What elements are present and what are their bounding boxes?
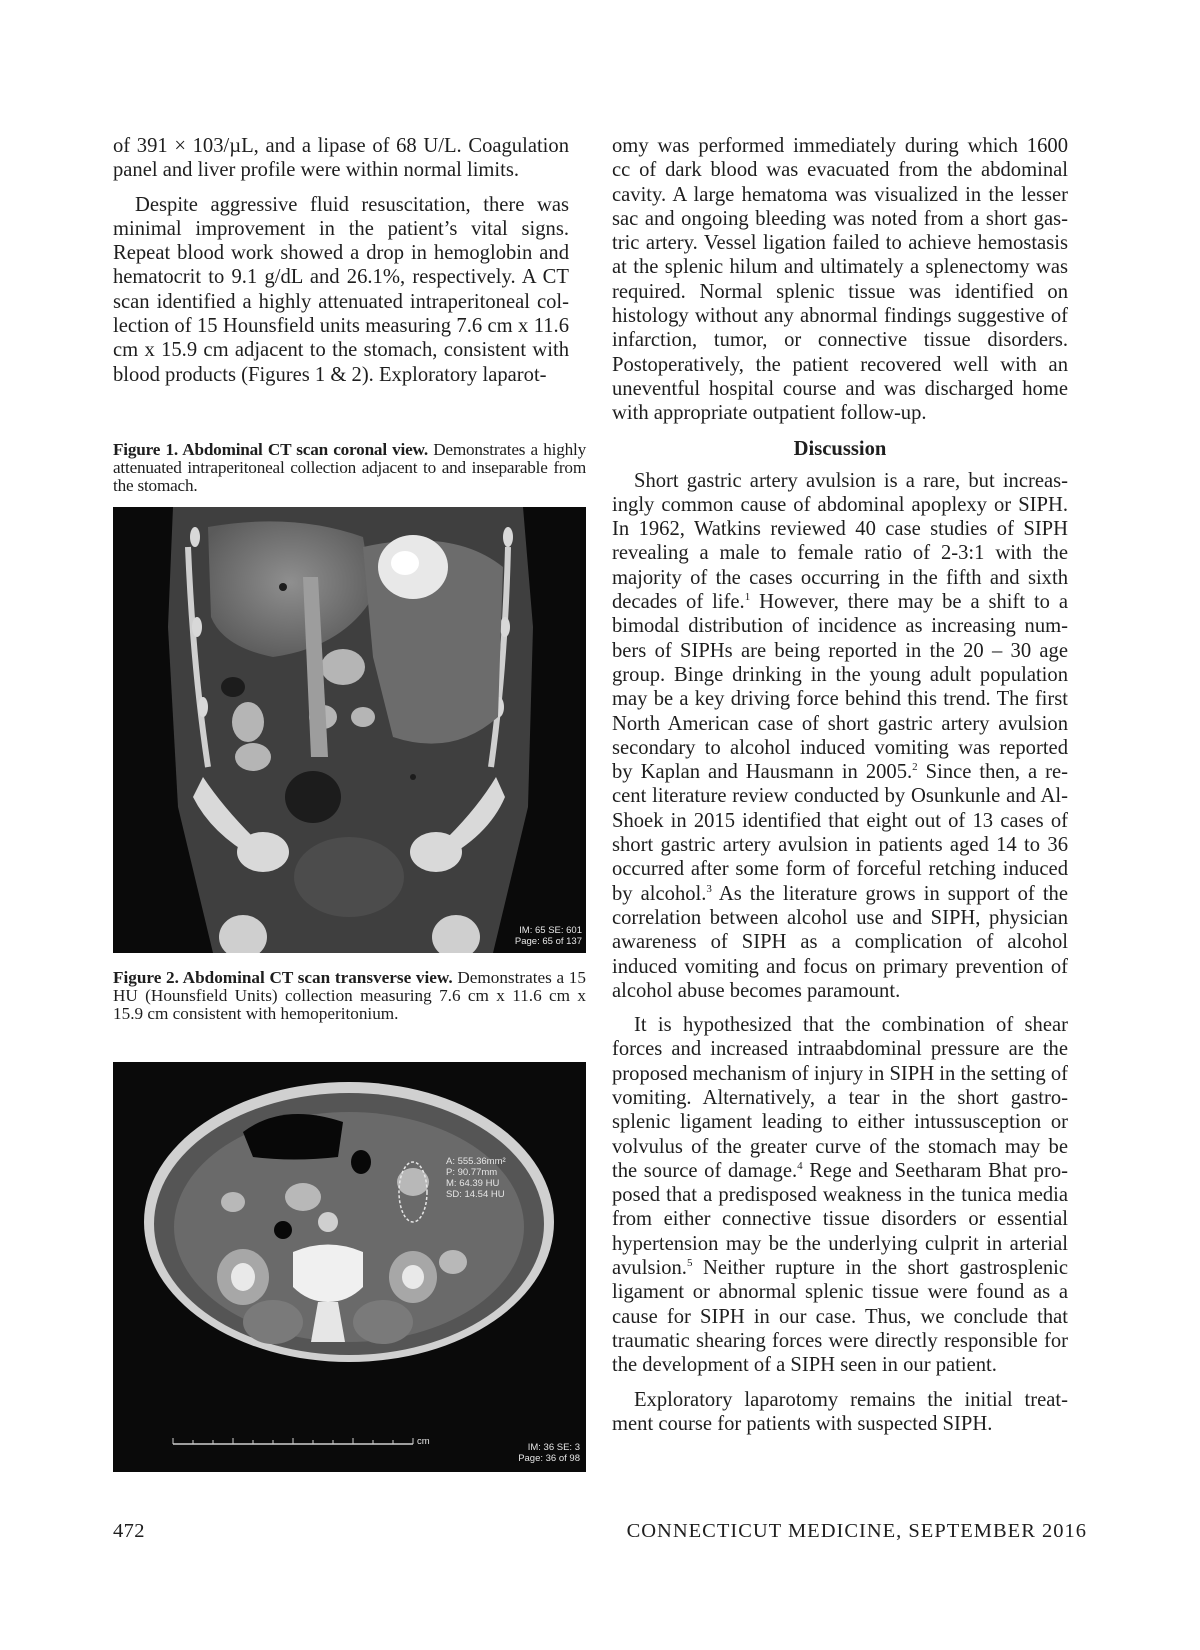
discussion-paragraph-3: Exploratory laparotomy remains the initial treatment course for patients with suspected SIPH. xyxy=(612,1388,1068,1435)
figure-1-caption-title: Figure 1. Abdominal CT scan coronal view. xyxy=(113,440,428,459)
reference-4: 4 xyxy=(797,1160,803,1173)
discussion-paragraph-1 xyxy=(612,469,1068,1004)
roi-perimeter: P: 90.77mm xyxy=(446,1167,498,1178)
reference-3: 3 xyxy=(706,882,712,895)
reference-1: 1 xyxy=(744,591,751,604)
page-number: 472 xyxy=(113,1520,145,1542)
figure-2-scale-unit: cm xyxy=(417,1436,430,1447)
ct-transverse-drawing xyxy=(113,1062,586,1472)
figure-2-overlay-line-1: IM: 36 SE: 3 xyxy=(527,1442,580,1453)
discussion-p1-part-d: As the literature grows in support of the correlation between alcohol use and SIPH, physician awareness of SIPH as a complication of alcohol induced vomiting and focus on primary prevention of alcohol abuse becomes paramount. xyxy=(612,882,1068,1002)
discussion-p1-part-c: Since then, a recent literature review conducted by Osunkunle and Al-Shoek in 2015 identified that eight out of 13 cases of short gastric artery avulsion in patients aged 14 to 36 occurred after some form of forceful retching induced by alcohol. xyxy=(612,761,1068,905)
figure-2-roi-measurements xyxy=(446,1156,506,1200)
roi-area: A: 555.36mm² xyxy=(446,1156,506,1167)
reference-5: 5 xyxy=(686,1257,693,1270)
figure-1-overlay xyxy=(515,925,582,947)
figure-1-caption xyxy=(113,441,586,495)
reference-2: 2 xyxy=(912,761,918,774)
figure-2-caption-title: Figure 2. Abdominal CT scan transverse view. xyxy=(113,968,453,987)
left-paragraph-1: of 391 × 103/µL, and a lipase of 68 U/L. Coagulation panel and liver profile were within normal limits. xyxy=(113,135,569,182)
right-column xyxy=(612,134,1068,1436)
roi-sd: SD: 14.54 HU xyxy=(446,1189,505,1200)
discussion-p2-part-c: Neither rupture in the short gastrosplenic ligament or abnormal splenic tissue were found as a cause for SIPH in our case. Thus, we conclude that traumatic shearing forces were directly responsible for the development of a SIPH seen in our patient. xyxy=(612,1257,1068,1377)
journal-footer: CONNECTICUT MEDICINE, SEPTEMBER 2016 xyxy=(626,1520,1087,1542)
left-paragraph-2: Despite aggressive fluid resuscitation, there was minimal improvement in the patient’s vital signs. Repeat blood work showed a drop in hemoglobin and hematocrit to 9.1 g/dL and 26.1%, respectively. A CT scan identified a highly attenuated intraperitoneal collection of 15 Hounsfield units measuring 7.6 cm x 11.6 cm x 15.9 cm adjacent to the stomach, consistent with blood products (Figures 1 & 2). Exploratory laparot- xyxy=(113,193,569,386)
figure-2-caption xyxy=(113,969,586,1023)
discussion-p2-part-b: Rege and Seetharam Bhat proposed that a predisposed weakness in the tunica media from either connective tissue disorders or essential hypertension may be the underlying culprit in arterial avulsion. xyxy=(612,1159,1068,1280)
discussion-paragraph-2 xyxy=(612,1013,1068,1377)
left-column xyxy=(113,134,569,387)
discussion-p1-part-b: However, there may be a shift to a bimodal distribution of incidence as increasing numbers of SIPHs are being reported in the 20 – 30 age group. Binge drinking in the young adult population may be a key driving force behind this trend. The first North American case of short gastric artery avulsion secondary to alcohol induced vomiting was reported by Kaplan and Hausmann in 2005. xyxy=(612,591,1069,784)
figure-2-caption-text: Demonstrates a 15 HU (Hounsfield Units) collection measuring 7.6 cm x 11.6 cm x 15.9 cm consistent with hemoperitonium. xyxy=(113,968,586,1023)
figure-2-ct-transverse-image xyxy=(113,1062,586,1472)
figure-2-overlay-line-2: Page: 36 of 98 xyxy=(518,1453,580,1464)
figure-1-ct-coronal-image xyxy=(113,507,586,953)
figure-1-overlay-line-2: Page: 65 of 137 xyxy=(514,936,582,947)
figure-1-overlay-line-1: IM: 65 SE: 601 xyxy=(519,925,582,936)
right-paragraph-1: omy was performed immediately during which 1600 cc of dark blood was evacuated from the abdominal cavity. A large hematoma was visualized in the lesser sac and ongoing bleeding was noted from a short gastric artery. Vessel ligation failed to achieve hemostasis at the splenic hilum and ultimately a splenectomy was required. Normal splenic tissue was identified on histology without any abnormal findings suggestive of infarction, tumor, or connective tissue disorders. Postoperatively, the patient recovered well with an uneventful hospital course and was discharged home with appropriate outpatient follow-up. xyxy=(612,135,1068,425)
ct-coronal-drawing xyxy=(113,507,586,953)
figure-1-caption-text: Demonstrates a highly attenuated intraperitoneal collection adjacent to and inseparable from the stomach. xyxy=(113,440,586,495)
roi-mean: M: 64.39 HU xyxy=(446,1178,500,1189)
discussion-p1-part-a: Short gastric artery avulsion is a rare, but increasingly common cause of abdominal apoplexy or SIPH. In 1962, Watkins reviewed 40 case studies of SIPH revealing a male to female ratio of 2-3:1 with the majority of the cases occurring in the fifth and sixth decades of life. xyxy=(612,469,1068,614)
discussion-heading: Discussion xyxy=(793,437,887,460)
discussion-p2-part-a: It is hypothesized that the combination of shear forces and increased intraabdominal pressure are the proposed mechanism of injury in SIPH in the setting of vomiting. Alternatively, a tear in the short gastrosplenic ligament leading to either intussusception or volvulus of the greater curve of the stomach may be the source of damage. xyxy=(612,1014,1068,1182)
figure-2-overlay xyxy=(518,1442,580,1464)
